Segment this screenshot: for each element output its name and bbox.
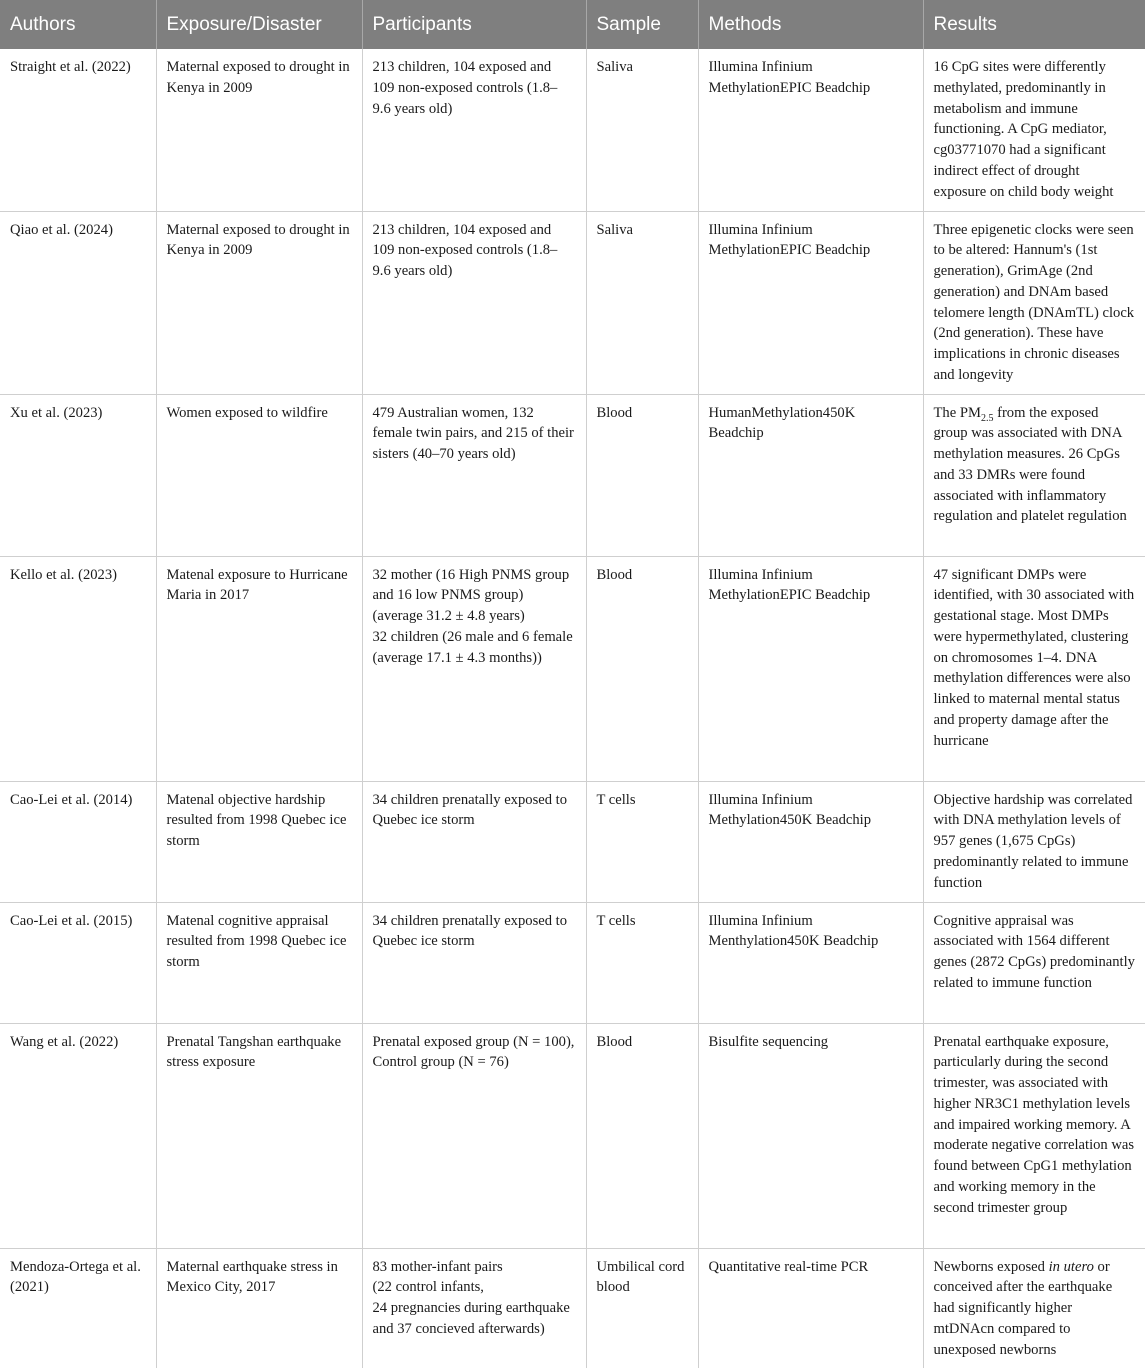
- cell-exposure: Women exposed to wildfire: [156, 394, 362, 556]
- cell-exposure: Matenal exposure to Hurricane Maria in 2017: [156, 556, 362, 781]
- cell-participants: 213 children, 104 exposed and 109 non-exposed controls (1.8–9.6 years old): [362, 49, 586, 211]
- cell-sample: T cells: [586, 902, 698, 1023]
- cell-authors: Cao-Lei et al. (2015): [0, 902, 156, 1023]
- cell-sample: T cells: [586, 781, 698, 902]
- table-row: [0, 556, 1145, 781]
- cell-authors: Kello et al. (2023): [0, 556, 156, 781]
- results-text-post: or conceived after the earthquake had significantly higher mtDNAcn compared to unexposed newborns: [933, 1258, 1113, 1358]
- table-row: [0, 781, 1145, 902]
- table-row: [0, 1023, 1145, 1248]
- header-authors: Authors: [0, 0, 156, 49]
- header-results: Results: [923, 0, 1145, 49]
- cell-methods: Illumina Infinium MethylationEPIC Beadchip: [698, 556, 923, 781]
- cell-sample: Saliva: [586, 49, 698, 211]
- cell-participants: 83 mother-infant pairs (22 control infants, 24 pregnancies during earthquake and 37 concieved afterwards): [362, 1248, 586, 1368]
- cell-exposure: Matenal cognitive appraisal resulted from 1998 Quebec ice storm: [156, 902, 362, 1023]
- cell-exposure: Maternal exposed to drought in Kenya in 2009: [156, 49, 362, 211]
- cell-methods: Illumina Infinium MethylationEPIC Beadchip: [698, 211, 923, 394]
- cell-methods: HumanMethylation450K Beadchip: [698, 394, 923, 556]
- table-row: [0, 211, 1145, 394]
- header-methods: Methods: [698, 0, 923, 49]
- cell-authors: Qiao et al. (2024): [0, 211, 156, 394]
- cell-authors: Xu et al. (2023): [0, 394, 156, 556]
- table-row: [0, 1248, 1145, 1368]
- cell-participants: 32 mother (16 High PNMS group and 16 low PNMS group) (average 31.2 ± 4.8 years) 32 children (26 male and 6 female (average 17.1 ± 4.3 months)): [362, 556, 586, 781]
- cell-results: 47 significant DMPs were identified, with 30 associated with gestational stage. Most DMPs were hypermethylated, clustering on chromosomes 1–4. DNA methylation differences were also linked to maternal mental status and property damage after the hurricane: [923, 556, 1145, 781]
- cell-exposure: Matenal objective hardship resulted from 1998 Quebec ice storm: [156, 781, 362, 902]
- cell-results: Cognitive appraisal was associated with 1564 different genes (2872 CpGs) predominantly related to immune function: [923, 902, 1145, 1023]
- pm-subscript: 2.5: [980, 412, 994, 424]
- cell-sample: Blood: [586, 394, 698, 556]
- cell-sample: Saliva: [586, 211, 698, 394]
- cell-results: [923, 1248, 1145, 1368]
- header-row: [0, 0, 1145, 49]
- cell-participants: 34 children prenatally exposed to Quebec ice storm: [362, 902, 586, 1023]
- cell-sample: Blood: [586, 1023, 698, 1248]
- cell-exposure: Maternal exposed to drought in Kenya in 2009: [156, 211, 362, 394]
- cell-results: 16 CpG sites were differently methylated, predominantly in metabolism and immune functioning. A CpG mediator, cg03771070 had a significant indirect effect of drought exposure on child body weight: [923, 49, 1145, 211]
- header-sample: Sample: [586, 0, 698, 49]
- cell-methods: Quantitative real-time PCR: [698, 1248, 923, 1368]
- cell-sample: Blood: [586, 556, 698, 781]
- header-participants: Participants: [362, 0, 586, 49]
- cell-authors: Cao-Lei et al. (2014): [0, 781, 156, 902]
- cell-methods: Illumina Infinium MethylationEPIC Beadchip: [698, 49, 923, 211]
- table-row: [0, 902, 1145, 1023]
- cell-methods: Illumina Infinium Menthylation450K Beadchip: [698, 902, 923, 1023]
- cell-results: Prenatal earthquake exposure, particularly during the second trimester, was associated with higher NR3C1 methylation levels and impaired working memory. A moderate negative correlation was found between CpG1 methylation and working memory in the second trimester group: [923, 1023, 1145, 1248]
- cell-results: [923, 394, 1145, 556]
- cell-authors: Straight et al. (2022): [0, 49, 156, 211]
- cell-methods: Illumina Infinium Methylation450K Beadchip: [698, 781, 923, 902]
- cell-participants: Prenatal exposed group (N = 100), Control group (N = 76): [362, 1023, 586, 1248]
- table-row: [0, 394, 1145, 556]
- cell-participants: 479 Australian women, 132 female twin pairs, and 215 of their sisters (40–70 years old): [362, 394, 586, 556]
- cell-results: Three epigenetic clocks were seen to be altered: Hannum's (1st generation), GrimAge (2nd generation) and DNAm based telomere length (DNAmTL) clock (2nd generation). These have implications in chronic diseases and longevity: [923, 211, 1145, 394]
- cell-sample: Umbilical cord blood: [586, 1248, 698, 1368]
- cell-participants: 34 children prenatally exposed to Quebec ice storm: [362, 781, 586, 902]
- cell-authors: Wang et al. (2022): [0, 1023, 156, 1248]
- results-text-post: from the exposed group was associated with DNA methylation measures. 26 CpGs and 33 DMRs were found associated with inflammatory regulation and platelet regulation: [933, 404, 1127, 525]
- cell-methods: Bisulfite sequencing: [698, 1023, 923, 1248]
- header-exposure: Exposure/Disaster: [156, 0, 362, 49]
- table-row: [0, 49, 1145, 211]
- cell-exposure: Prenatal Tangshan earthquake stress exposure: [156, 1023, 362, 1248]
- cell-exposure: Maternal earthquake stress in Mexico City, 2017: [156, 1248, 362, 1368]
- results-text-pre: The PM: [933, 404, 981, 421]
- cell-results: Objective hardship was correlated with DNA methylation levels of 957 genes (1,675 CpGs) predominantly related to immune function: [923, 781, 1145, 902]
- cell-participants: 213 children, 104 exposed and 109 non-exposed controls (1.8–9.6 years old): [362, 211, 586, 394]
- results-text-pre: Newborns exposed: [933, 1258, 1049, 1275]
- cell-authors: Mendoza-Ortega et al. (2021): [0, 1248, 156, 1368]
- results-italic: in utero: [1048, 1258, 1094, 1275]
